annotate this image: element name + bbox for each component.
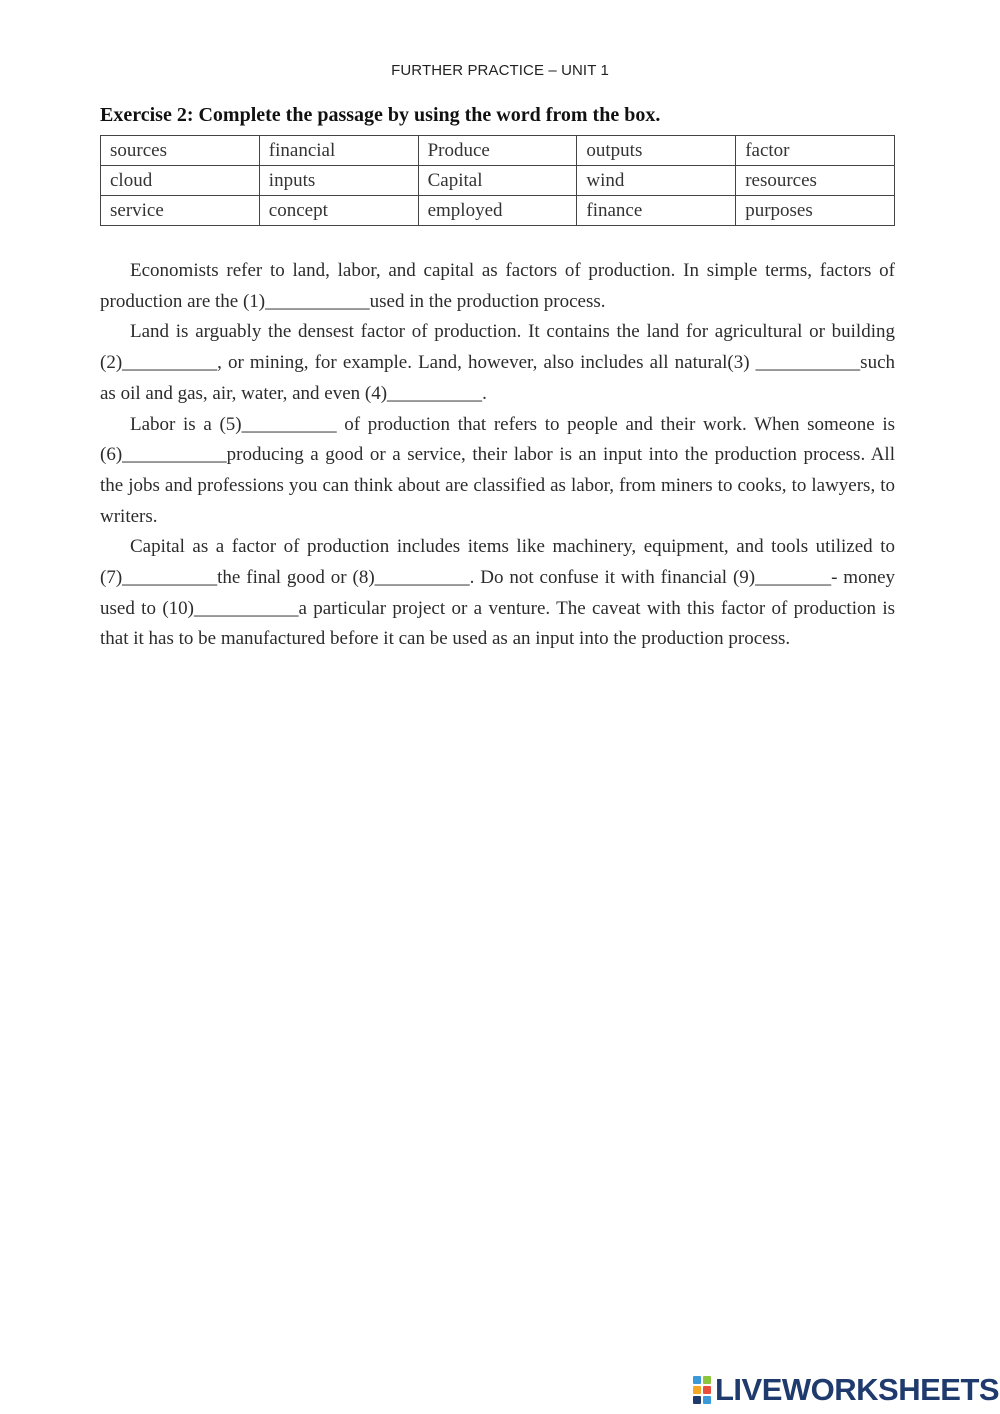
passage-text: Capital as a factor of production includes items like machinery, equipment, and tools utilized to bbox=[130, 536, 895, 558]
word-box-cell: wind bbox=[577, 166, 736, 196]
word-box-cell: sources bbox=[101, 136, 260, 166]
blank-1[interactable]: (1)___________ bbox=[242, 290, 370, 312]
word-box-cell: purposes bbox=[736, 196, 895, 226]
liveworksheets-logo[interactable] bbox=[693, 1374, 999, 1406]
logo-square bbox=[693, 1396, 701, 1404]
word-box-cell: resources bbox=[736, 166, 895, 196]
logo-square bbox=[703, 1386, 711, 1394]
blank-2[interactable]: (2)__________ bbox=[100, 352, 218, 374]
passage-text: used in the production process. bbox=[369, 290, 606, 312]
blank-6[interactable]: (6)___________ bbox=[100, 444, 227, 466]
blank-3[interactable]: (3) ___________ bbox=[727, 352, 861, 374]
passage-text: Land is arguably the densest factor of production. It contains the land for agricultural or building bbox=[130, 321, 895, 343]
passage-text: , or mining, for example. Land, however, also includes all natural bbox=[217, 352, 728, 374]
passage-text: a particular project or a venture. The caveat with this factor of production is that it has to be manufactured before it can be used as an input into the production process. bbox=[100, 597, 896, 650]
word-box-table bbox=[100, 135, 895, 226]
paragraph-2 bbox=[100, 317, 895, 409]
blank-5[interactable]: (5)_________ bbox=[219, 413, 328, 435]
word-box-row bbox=[101, 196, 895, 226]
word-box-cell: outputs bbox=[577, 136, 736, 166]
passage-text: producing a good or a service, their labor is an input into the production process. All the jobs and professions you can think about are classified as labor, from miners to cooks, to lawyers, to writers. bbox=[100, 444, 895, 527]
word-box-cell: inputs bbox=[259, 166, 418, 196]
word-box-cell: Produce bbox=[418, 136, 577, 166]
word-box-cell: financial bbox=[259, 136, 418, 166]
blank-10[interactable]: (10)___________ bbox=[162, 597, 299, 619]
passage-text: such as oil and gas, air, water, and even bbox=[100, 352, 895, 404]
passage-text: - money used to bbox=[100, 567, 896, 619]
exercise-title: Exercise 2: Complete the passage by using the word from the box. bbox=[100, 104, 661, 126]
passage bbox=[100, 256, 895, 655]
logo-square bbox=[693, 1386, 701, 1394]
word-box-cell: Capital bbox=[418, 166, 577, 196]
blank-7[interactable]: (7)__________ bbox=[100, 567, 218, 589]
passage-text: . Do not confuse it with financial bbox=[469, 567, 733, 589]
passage-text: Economists refer to land, labor, and capital as factors of production. In simple terms, factors of production are the bbox=[100, 260, 895, 312]
word-box-cell: employed bbox=[418, 196, 577, 226]
logo-square bbox=[703, 1376, 711, 1384]
paragraph-4 bbox=[100, 532, 895, 655]
blank-8[interactable]: (8)__________ bbox=[352, 567, 470, 589]
page-header: FURTHER PRACTICE – UNIT 1 bbox=[391, 62, 609, 79]
word-box-cell: finance bbox=[577, 196, 736, 226]
blank-4[interactable]: (4)__________ bbox=[364, 382, 483, 404]
passage-text: _ of production that refers to people and their work. When someone is bbox=[327, 413, 895, 435]
word-box-row bbox=[101, 166, 895, 196]
word-box-cell: service bbox=[101, 196, 260, 226]
word-box-cell: cloud bbox=[101, 166, 260, 196]
logo-square bbox=[703, 1396, 711, 1404]
passage-text: . bbox=[482, 382, 487, 404]
paragraph-3 bbox=[100, 410, 895, 533]
word-box-row bbox=[101, 136, 895, 166]
logo-text: LIVEWORKSHEETS bbox=[715, 1372, 1000, 1407]
paragraph-1 bbox=[100, 256, 895, 317]
blank-9[interactable]: (9)________ bbox=[732, 567, 832, 589]
logo-square bbox=[693, 1376, 701, 1384]
logo-mark-icon bbox=[693, 1376, 711, 1404]
word-box-cell: factor bbox=[736, 136, 895, 166]
passage-text: the final good or bbox=[217, 567, 353, 589]
passage-text: Labor is a bbox=[130, 413, 220, 435]
word-box-cell: concept bbox=[259, 196, 418, 226]
